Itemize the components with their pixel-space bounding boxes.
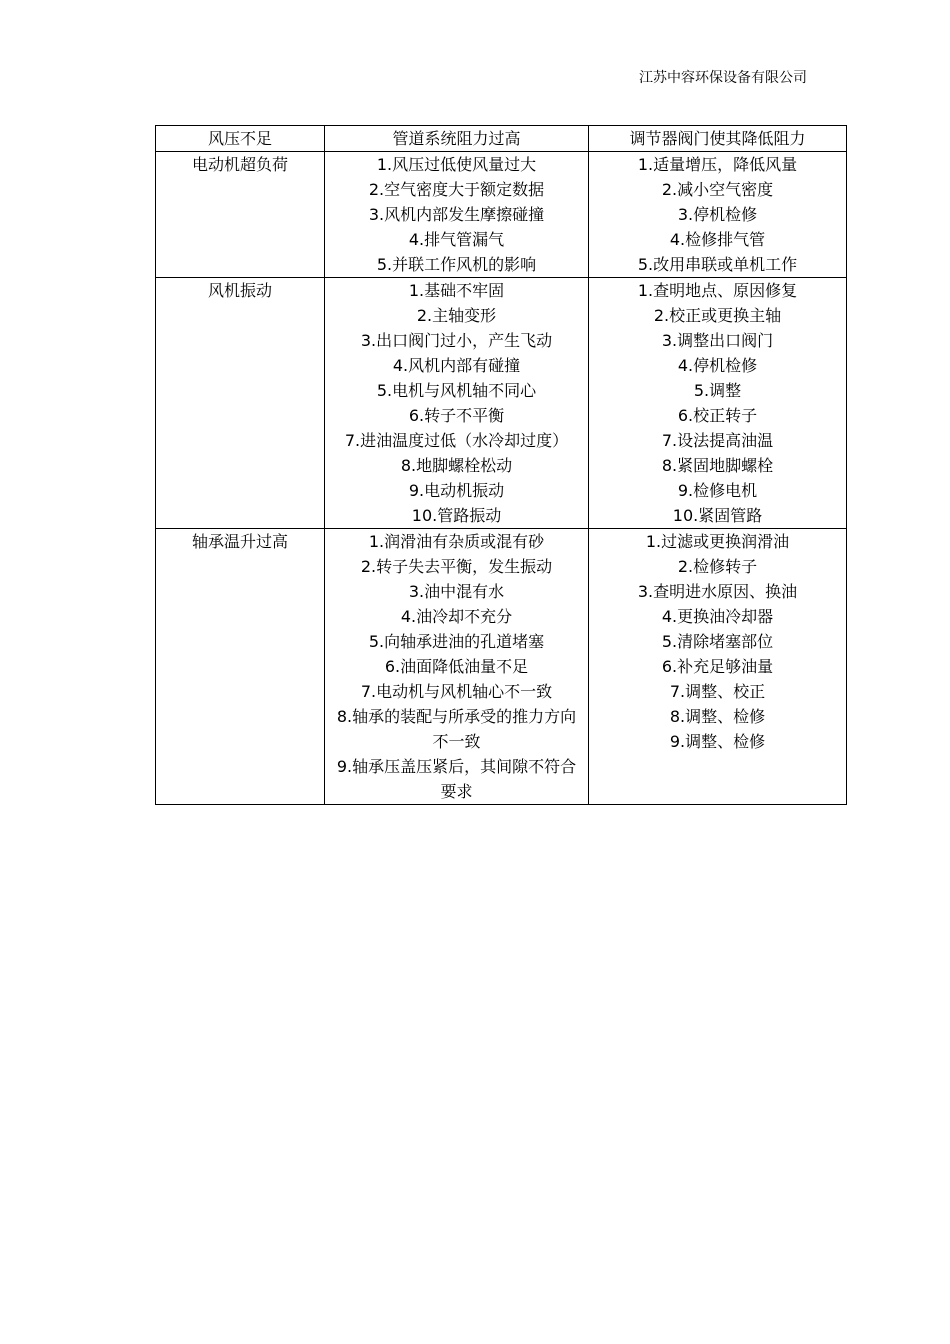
- header-cell-remedy: 调节器阀门使其降低阻力: [589, 126, 847, 152]
- cause-cell: [325, 152, 589, 278]
- table-row: [156, 278, 847, 529]
- cause-item: 3.油中混有水: [408, 582, 505, 601]
- cause-item: 1.基础不牢固: [408, 281, 505, 300]
- remedy-item: 6.校正转子: [677, 406, 758, 425]
- remedy-item: 4.停机检修: [677, 356, 758, 375]
- cause-item: 5.电机与风机轴不同心: [376, 381, 537, 400]
- header-cell-cause: 管道系统阻力过高: [325, 126, 589, 152]
- cause-item: 4.风机内部有碰撞: [392, 356, 521, 375]
- remedy-item: 3.查明进水原因、换油: [637, 582, 798, 601]
- cause-item: 9.轴承压盖压紧后，其间隙不符合要求: [336, 757, 577, 801]
- table-header-row: [156, 126, 847, 152]
- cause-item: 10.管路振动: [411, 506, 502, 525]
- remedy-item: 2.减小空气密度: [661, 180, 774, 199]
- fault-cell: 轴承温升过高: [156, 529, 325, 805]
- remedy-item: 9.调整、检修: [669, 732, 766, 751]
- remedy-item: 2.检修转子: [677, 557, 758, 576]
- fault-cell: 电动机超负荷: [156, 152, 325, 278]
- remedy-cell: [589, 278, 847, 529]
- remedy-cell: [589, 152, 847, 278]
- remedy-item: 9.检修电机: [677, 481, 758, 500]
- header-cell-fault: 风压不足: [156, 126, 325, 152]
- remedy-cell: [589, 529, 847, 805]
- cause-item: 5.并联工作风机的影响: [376, 255, 537, 274]
- cause-item: 3.出口阀门过小，产生飞动: [360, 331, 553, 350]
- cause-item: 1.润滑油有杂质或混有砂: [368, 532, 545, 551]
- cause-item: 6.油面降低油量不足: [384, 657, 529, 676]
- cause-item: 5.向轴承进油的孔道堵塞: [368, 632, 545, 651]
- remedy-item: 1.过滤或更换润滑油: [645, 532, 790, 551]
- cause-item: 6.转子不平衡: [408, 406, 505, 425]
- remedy-item: 5.调整: [693, 381, 742, 400]
- company-header: 江苏中容环保设备有限公司: [639, 70, 807, 86]
- remedy-item: 3.停机检修: [677, 205, 758, 224]
- cause-item: 7.进油温度过低（水冷却过度）: [344, 431, 569, 450]
- cause-item: 2.空气密度大于额定数据: [368, 180, 545, 199]
- cause-item: 7.电动机与风机轴心不一致: [360, 682, 553, 701]
- remedy-item: 4.更换油冷却器: [661, 607, 774, 626]
- remedy-item: 10.紧固管路: [672, 506, 763, 525]
- table-row: [156, 529, 847, 805]
- cause-item: 4.油冷却不充分: [400, 607, 513, 626]
- fault-cell: 风机振动: [156, 278, 325, 529]
- remedy-item: 7.设法提高油温: [661, 431, 774, 450]
- cause-item: 8.轴承的装配与所承受的推力方向不一致: [336, 707, 577, 751]
- remedy-item: 1.适量增压，降低风量: [637, 155, 798, 174]
- table-row: [156, 152, 847, 278]
- cause-item: 9.电动机振动: [408, 481, 505, 500]
- remedy-item: 1.查明地点、原因修复: [637, 281, 798, 300]
- cause-item: 3.风机内部发生摩擦碰撞: [368, 205, 545, 224]
- remedy-item: 5.改用串联或单机工作: [637, 255, 798, 274]
- cause-cell: [325, 529, 589, 805]
- cause-item: 8.地脚螺栓松动: [400, 456, 513, 475]
- cause-item: 2.主轴变形: [416, 306, 497, 325]
- remedy-item: 7.调整、校正: [669, 682, 766, 701]
- cause-item: 1.风压过低使风量过大: [376, 155, 537, 174]
- remedy-item: 8.调整、检修: [669, 707, 766, 726]
- cause-cell: [325, 278, 589, 529]
- cause-item: 2.转子失去平衡，发生振动: [360, 557, 553, 576]
- remedy-item: 5.清除堵塞部位: [661, 632, 774, 651]
- remedy-item: 4.检修排气管: [669, 230, 766, 249]
- remedy-item: 8.紧固地脚螺栓: [661, 456, 774, 475]
- remedy-item: 6.补充足够油量: [661, 657, 774, 676]
- remedy-item: 3.调整出口阀门: [661, 331, 774, 350]
- cause-item: 4.排气管漏气: [408, 230, 505, 249]
- fault-table: [155, 125, 847, 805]
- remedy-item: 2.校正或更换主轴: [653, 306, 782, 325]
